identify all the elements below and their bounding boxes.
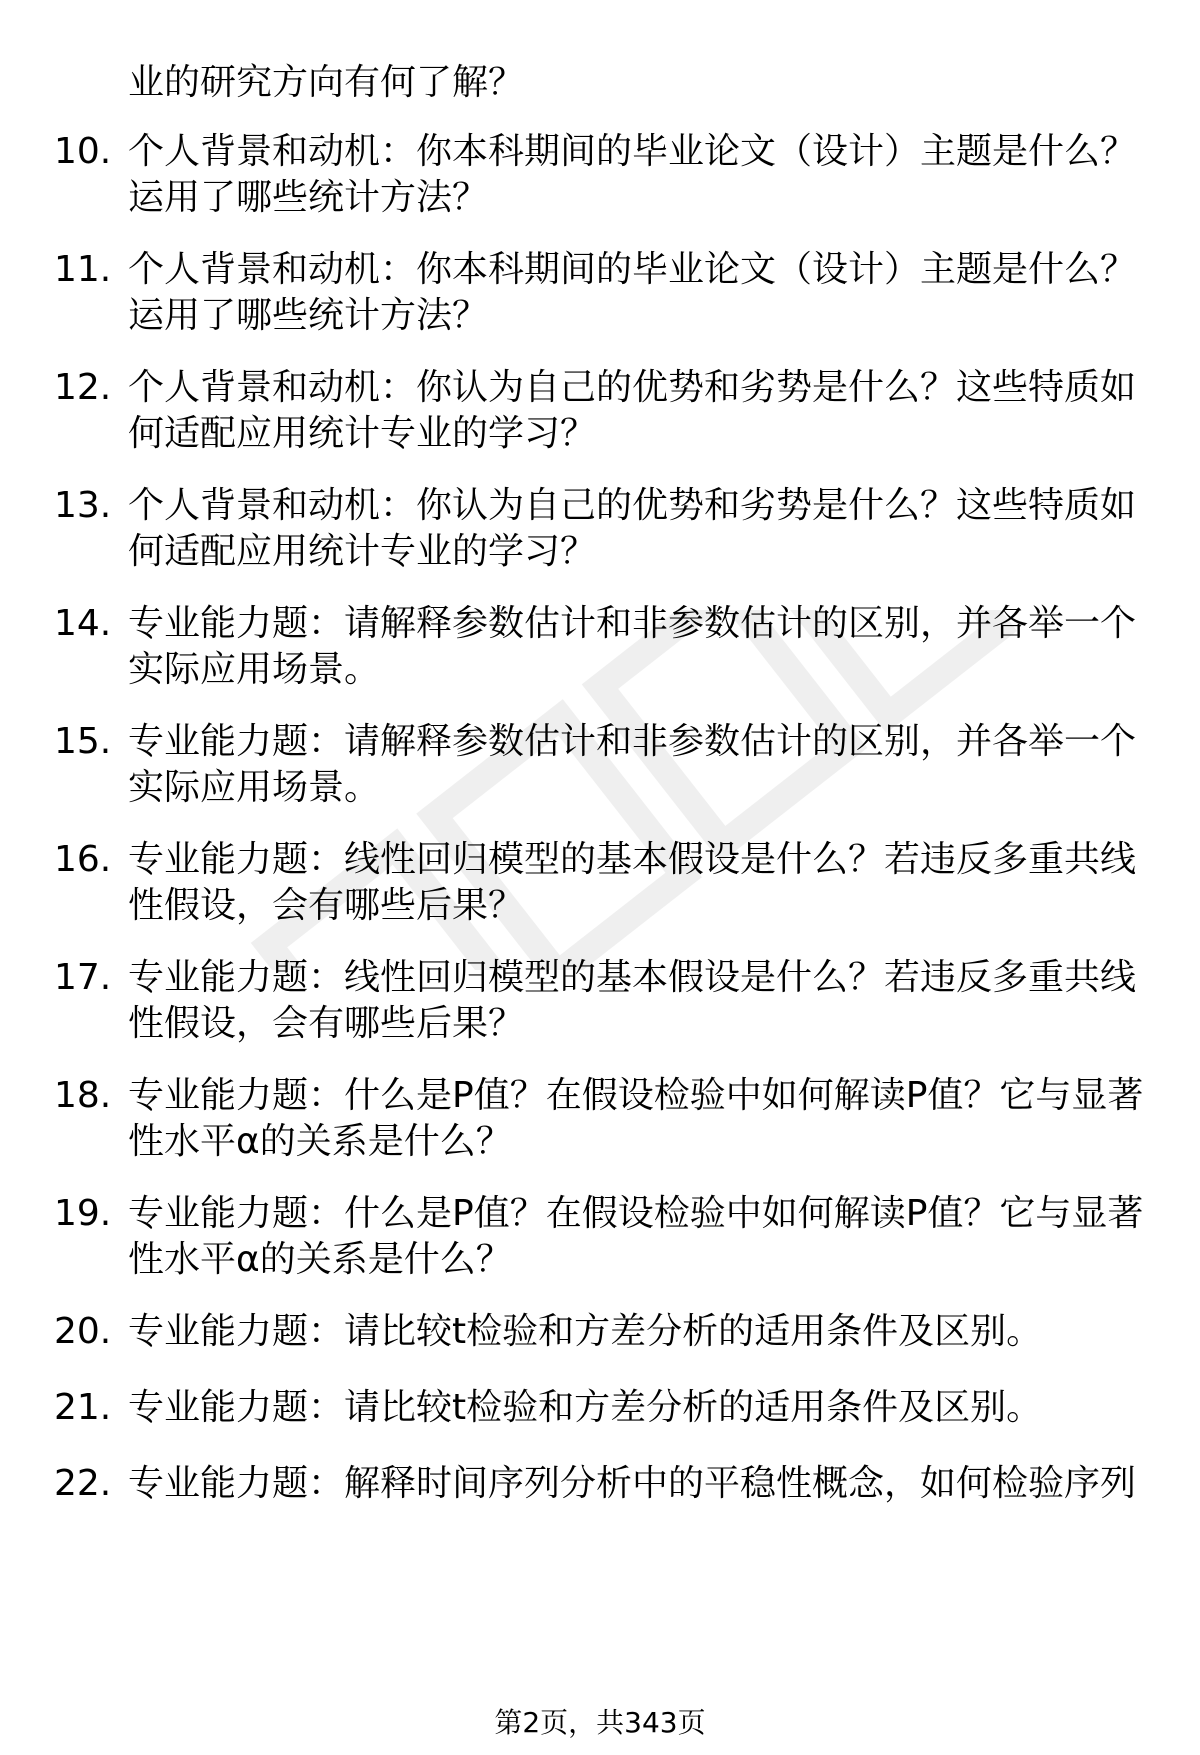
- list-item: [54, 129, 1144, 221]
- item-text: 专业能力题：什么是P值？在假设检验中如何解读P值？它与显著性水平α的关系是什么？: [128, 1193, 1144, 1280]
- list-item: [54, 1073, 1144, 1165]
- list-item: [54, 483, 1144, 575]
- item-number: 12.: [54, 367, 112, 408]
- list-item: [54, 1461, 1144, 1507]
- list-item: [54, 955, 1144, 1047]
- list-item: [54, 1309, 1144, 1355]
- item-number: 16.: [54, 839, 112, 880]
- item-number: 22.: [54, 1463, 112, 1504]
- item-number: 17.: [54, 957, 112, 998]
- list-item: [54, 247, 1144, 339]
- item-number: 10.: [54, 131, 112, 172]
- item-text: 个人背景和动机：你认为自己的优势和劣势是什么？这些特质如何适配应用统计专业的学习？: [128, 485, 1137, 572]
- item-number: 21.: [54, 1387, 112, 1428]
- item-number: 20.: [54, 1311, 112, 1352]
- item-number: 11.: [54, 249, 112, 290]
- item-text: 专业能力题：解释时间序列分析中的平稳性概念，如何检验序列: [128, 1463, 1137, 1504]
- continuation-text: 业的研究方向有何了解？: [128, 62, 525, 103]
- item-text: 个人背景和动机：你本科期间的毕业论文（设计）主题是什么？运用了哪些统计方法？: [128, 249, 1137, 336]
- list-item: [54, 719, 1144, 811]
- item-number: 13.: [54, 485, 112, 526]
- item-text: 专业能力题：请解释参数估计和非参数估计的区别，并各举一个实际应用场景。: [128, 721, 1137, 808]
- list-item: [54, 1385, 1144, 1431]
- item-text: 专业能力题：请解释参数估计和非参数估计的区别，并各举一个实际应用场景。: [128, 603, 1137, 690]
- item-number: 15.: [54, 721, 112, 762]
- list-item: [54, 365, 1144, 457]
- item-text: 专业能力题：什么是P值？在假设检验中如何解读P值？它与显著性水平α的关系是什么？: [128, 1075, 1144, 1162]
- item-number: 14.: [54, 603, 112, 644]
- item-text: 专业能力题：线性回归模型的基本假设是什么？若违反多重共线性假设，会有哪些后果？: [128, 957, 1137, 1044]
- list-item: [54, 837, 1144, 929]
- item-text: 专业能力题：线性回归模型的基本假设是什么？若违反多重共线性假设，会有哪些后果？: [128, 839, 1137, 926]
- page-footer: 第2页，共343页: [494, 1706, 706, 1739]
- item-text: 专业能力题：请比较t检验和方差分析的适用条件及区别。: [128, 1387, 1043, 1428]
- list-item: [54, 1191, 1144, 1283]
- item-text: 专业能力题：请比较t检验和方差分析的适用条件及区别。: [128, 1311, 1043, 1352]
- item-text: 个人背景和动机：你本科期间的毕业论文（设计）主题是什么？运用了哪些统计方法？: [128, 131, 1137, 218]
- list-item: [54, 601, 1144, 693]
- item-number: 18.: [54, 1075, 112, 1116]
- item-text: 个人背景和动机：你认为自己的优势和劣势是什么？这些特质如何适配应用统计专业的学习？: [128, 367, 1137, 454]
- item-number: 19.: [54, 1193, 112, 1234]
